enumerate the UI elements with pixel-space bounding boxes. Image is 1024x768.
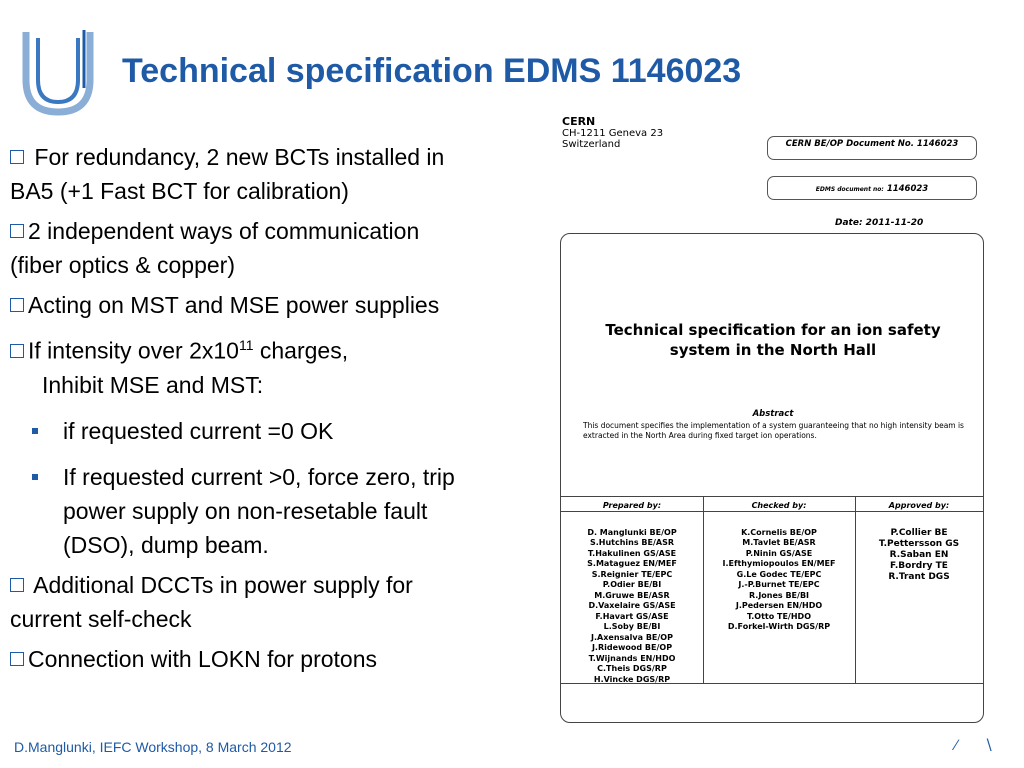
abstract-heading: Abstract (752, 409, 794, 419)
edms-number-box (767, 176, 977, 200)
checkbox-bullet-icon (10, 652, 24, 666)
bullet-communication (10, 214, 555, 282)
signatory-name: J.Pedersen EN/HDO (735, 601, 823, 610)
signatory-name: M.Gruwe BE/ASR (594, 590, 670, 600)
bullet-redundancy (10, 140, 555, 208)
signatory-name: R.Trant DGS (888, 571, 950, 582)
doc-title-line: system in the North Hall (669, 341, 877, 359)
signatory-name: J.-P.Burnet TE/EPC (738, 580, 820, 589)
doc-number-box: CERN BE/OP Document No. 1146023 (767, 136, 977, 160)
exponent: 11 (238, 337, 254, 353)
checkbox-bullet-icon (10, 150, 24, 164)
bullet-square-icon (32, 474, 38, 480)
signatory-name: M.Tavlet BE/ASR (742, 538, 816, 547)
signatory-name: P.Collier BE (890, 527, 948, 538)
approved-column (855, 497, 983, 683)
bullet-intensity (10, 328, 555, 402)
signatory-name: C.Theis DGS/RP (597, 664, 667, 673)
checkbox-bullet-icon (10, 298, 24, 312)
sub-bullet-zero-current (10, 414, 555, 448)
signatory-name: T.Wijnands EN/HDO (588, 653, 676, 663)
column-header: Checked by: (751, 501, 807, 510)
checkbox-bullet-icon (10, 224, 24, 238)
bullet-text: Connection with LOKN for protons (28, 645, 378, 672)
signature-table (561, 496, 983, 684)
bullet-text: Additional DCCTs in power supply for (33, 571, 413, 598)
signatory-name: T.Pettersson GS (878, 538, 960, 549)
doc-address-line: CH-1211 Geneva 23 (562, 128, 664, 139)
slide-nav[interactable] (955, 736, 993, 754)
signatory-name: D.Forkel-Wirth DGS/RP (727, 622, 831, 631)
checkbox-bullet-icon (10, 344, 24, 358)
bullet-text: BA5 (+1 Fast BCT for calibration) (10, 178, 349, 204)
signatory-name: J.Axensalva BE/OP (591, 632, 673, 642)
doc-title (561, 320, 985, 360)
bullet-text: current self-check (10, 605, 192, 632)
checked-names (703, 528, 855, 633)
prepared-column (561, 497, 704, 683)
checked-column (703, 497, 856, 683)
next-slide-icon[interactable]: ∖ (983, 737, 994, 754)
bullet-lokn (10, 642, 555, 676)
signatory-name: P.Ninin GS/ASE (745, 548, 813, 558)
bullet-text: For redundancy, 2 new BCTs installed in (34, 144, 445, 170)
signatory-name: D. Manglunki BE/OP (587, 527, 677, 537)
doc-title-line: Technical specification for an ion safety (605, 321, 941, 339)
bullet-dccts (10, 568, 555, 636)
embedded-document (560, 112, 985, 724)
edms-label: EDMS document no: (815, 186, 884, 193)
signatory-name: S.Mataguez EN/MEF (587, 559, 677, 568)
bullet-text: charges, (253, 337, 349, 364)
edms-number: 1146023 (886, 184, 929, 194)
column-header: Prepared by: (602, 501, 662, 510)
bullet-list (10, 140, 555, 682)
signatory-name: D.Vaxelaire GS/ASE (588, 601, 676, 610)
prev-slide-icon[interactable]: ∕ (955, 737, 958, 754)
page-title: Technical specification EDMS 1146023 (122, 52, 742, 90)
signatory-name: H.Vincke DGS/RP (593, 674, 671, 684)
signatory-name: I.Efthymiopoulos EN/MEF (722, 559, 836, 568)
signatory-name: R.Jones BE/BI (748, 590, 810, 600)
signatory-name: S.Hutchins BE/ASR (589, 538, 675, 547)
doc-address-line: Switzerland (562, 139, 621, 150)
footer-credit: D.Manglunki, IEFC Workshop, 8 March 2012 (14, 739, 292, 755)
signatory-name: R.Saban EN (889, 549, 949, 560)
bullet-text: Acting on MST and MSE power supplies (28, 292, 440, 318)
bullet-text: (fiber optics & copper) (10, 252, 235, 278)
bullet-square-icon (32, 428, 38, 434)
abstract-text: This document specifies the implementation of a system guaranteeing that no high intensity beam is extracted in the North Area during fixed target ion operations. (583, 421, 964, 440)
signatory-name: F.Bordry TE (890, 560, 948, 571)
sub-bullet-text: if requested current =0 OK (63, 417, 334, 444)
sub-bullet-text: If requested current >0, force zero, trip (63, 463, 455, 490)
prepared-names (561, 528, 703, 686)
signatory-name: K.Cornelis BE/OP (741, 527, 817, 537)
signatory-name: J.Ridewood BE/OP (591, 643, 673, 652)
logo-icon (18, 28, 98, 118)
sub-bullet-nonzero-current (10, 460, 555, 562)
doc-frame (560, 233, 984, 723)
bullet-text: If intensity over 2x10 (28, 337, 239, 364)
checkbox-bullet-icon (10, 578, 24, 592)
signatory-name: F.Havart GS/ASE (595, 611, 669, 621)
doc-org: CERN (562, 115, 596, 128)
signatory-name: S.Reignier TE/EPC (591, 569, 673, 579)
sub-bullet-text: (DSO), dump beam. (63, 531, 269, 558)
signatory-name: P.Odier BE/BI (602, 580, 662, 589)
approved-names (855, 528, 983, 583)
column-header: Approved by: (888, 501, 950, 510)
bullet-text: Inhibit MSE and MST: (42, 371, 264, 398)
signatory-name: G.Le Godec TE/EPC (736, 569, 822, 579)
doc-date: Date: 2011-11-20 (835, 218, 924, 228)
signatory-name: L.Soby BE/BI (603, 622, 661, 631)
bullet-power-supplies (10, 288, 555, 322)
signatory-name: T.Hakulinen GS/ASE (587, 548, 677, 558)
signatory-name: T.Otto TE/HDO (747, 611, 811, 621)
bullet-text: 2 independent ways of communication (28, 218, 420, 244)
doc-address (562, 116, 663, 150)
sub-bullet-text: power supply on non-resetable fault (63, 497, 428, 524)
